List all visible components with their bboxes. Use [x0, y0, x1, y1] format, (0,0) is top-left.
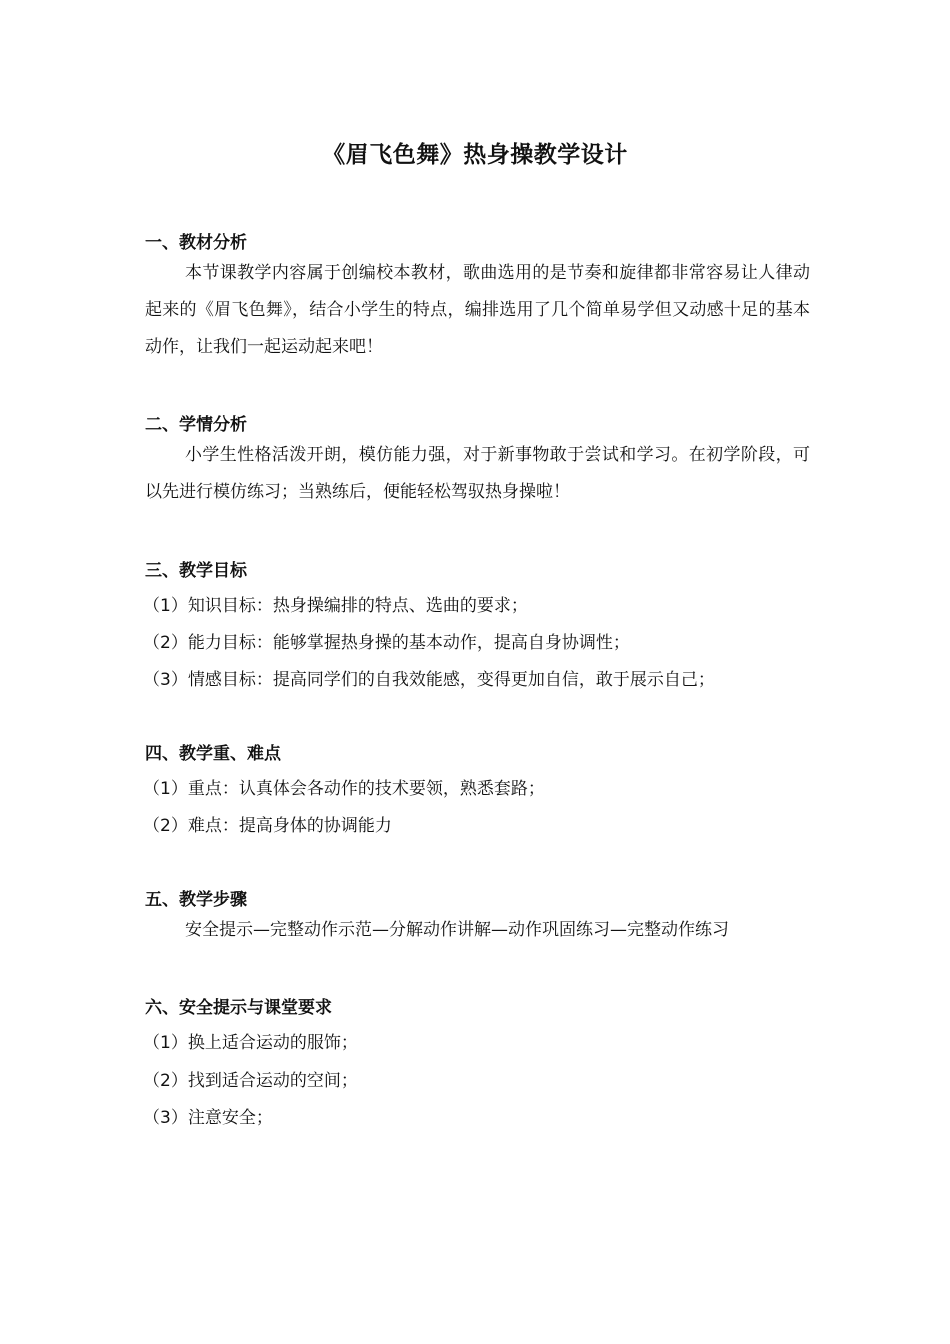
safety-item-clothing: （1）换上适合运动的服饰；	[143, 1033, 358, 1053]
section-paragraph-teaching-steps: 安全提示—完整动作示范—分解动作讲解—动作巩固练习—完整动作练习	[185, 920, 729, 940]
section-heading-safety: 六、安全提示与课堂要求	[145, 998, 332, 1018]
section-heading-teaching-steps: 五、教学步骤	[145, 890, 247, 910]
difficult-point-item: （2）难点：提高身体的协调能力	[143, 816, 392, 836]
goal-item-ability: （2）能力目标：能够掌握热身操的基本动作，提高自身协调性；	[143, 633, 630, 653]
section-heading-student-analysis: 二、学情分析	[145, 415, 247, 435]
section-heading-key-points: 四、教学重、难点	[145, 744, 281, 764]
safety-item-space: （2）找到适合运动的空间；	[143, 1071, 358, 1091]
safety-item-attention: （3）注意安全；	[143, 1108, 273, 1128]
document-title: 《眉飞色舞》热身操教学设计	[322, 142, 628, 168]
goal-item-knowledge: （1）知识目标：热身操编排的特点、选曲的要求；	[143, 596, 528, 616]
section-paragraph-student-analysis: 小学生性格活泼开朗，模仿能力强，对于新事物敢于尝试和学习。在初学阶段，可以先进行模仿练习；当熟练后，便能轻松驾驭热身操啦！	[145, 445, 810, 502]
section-heading-teaching-goals: 三、教学目标	[145, 561, 247, 581]
key-point-item: （1）重点：认真体会各动作的技术要领，熟悉套路；	[143, 779, 545, 799]
section-heading-textbook-analysis: 一、教材分析	[145, 233, 247, 253]
goal-item-emotion: （3）情感目标：提高同学们的自我效能感，变得更加自信，敢于展示自己；	[143, 670, 715, 690]
section-paragraph-textbook-analysis: 本节课教学内容属于创编校本教材，歌曲选用的是节奏和旋律都非常容易让人律动起来的《眉飞色舞》，结合小学生的特点，编排选用了几个简单易学但又动感十足的基本动作，让我们一起运动起来吧！	[145, 263, 810, 357]
